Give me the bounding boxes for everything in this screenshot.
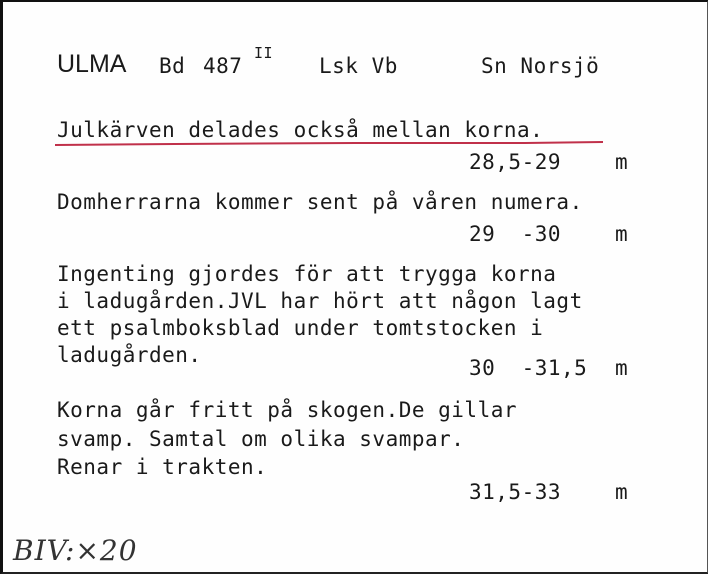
entry-3-line-2: i ladugården.JVL har hört att någon lagt [57,289,583,313]
entry-4-line-3: Renar i trakten. [57,455,268,479]
entry-3-line-4: ladugården. [57,343,202,367]
entry-2-range: 29 -30 [469,222,562,246]
entry-3-range: 30 -31,5 [469,356,588,380]
entry-2-line-1: Domherrarna kommer sent på våren numera. [57,190,583,214]
parish-label: Sn Norsjö [481,54,600,78]
volume-label: Bd [159,54,186,78]
entry-1-line-1: Julkärven delades också mellan korna. [57,118,544,142]
entry-3-unit: m [615,356,629,380]
volume-part: II [254,44,274,62]
entry-1-unit: m [615,150,629,174]
entry-4-line-1: Korna går fritt på skogen.De gillar [57,398,518,422]
entry-4-unit: m [615,480,629,504]
entry-4-range: 31,5-33 [469,480,562,504]
headword: ULMA [57,50,127,78]
entry-1-range: 28,5-29 [469,150,562,174]
volume-number: 487 [203,54,243,78]
entry-4-line-2: svamp. Samtal om olika svampar. [57,427,465,451]
entry-3-line-3: ett psalmboksblad under tomtstocken i [57,316,544,340]
red-underline [55,140,603,148]
province-label: Lsk Vb [319,54,398,78]
entry-3-line-1: Ingenting gjordes för att trygga korna [57,262,557,286]
handwritten-shelfmark: BIV:×20 [13,534,138,567]
entry-2-unit: m [615,222,629,246]
